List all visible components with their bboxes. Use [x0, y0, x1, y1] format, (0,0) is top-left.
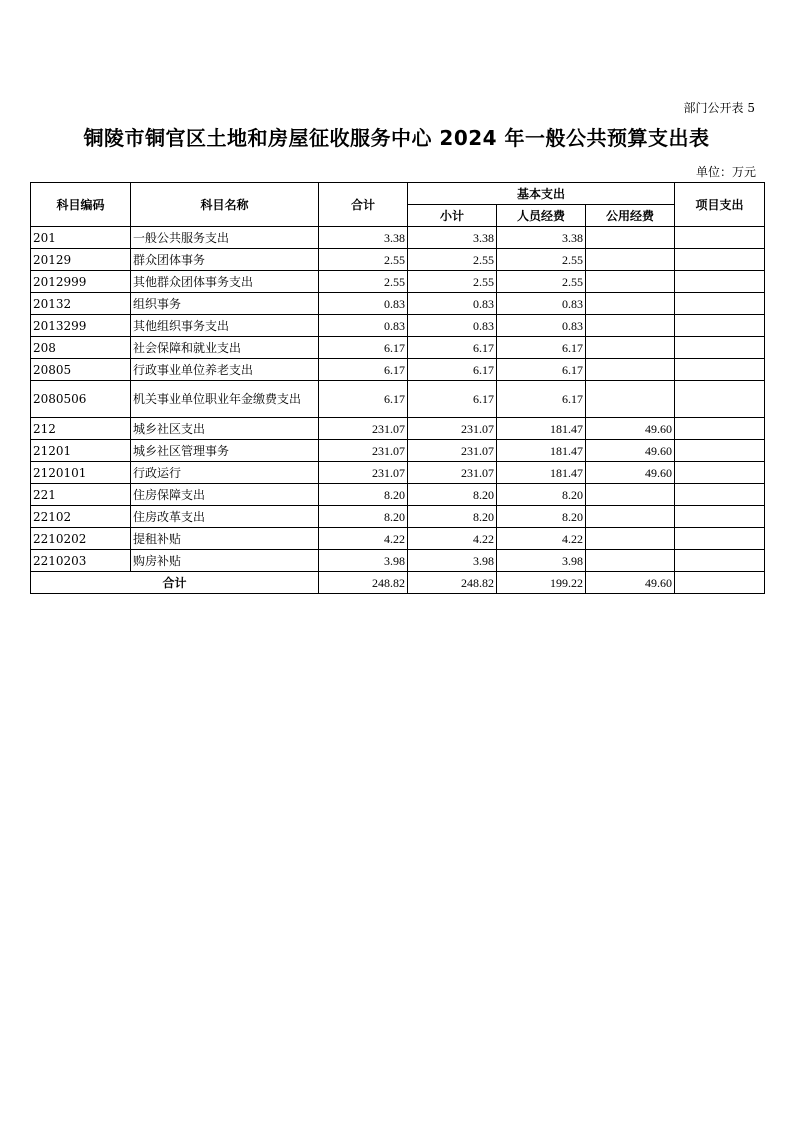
cell-name: 社会保障和就业支出	[131, 337, 319, 359]
cell-project	[675, 337, 765, 359]
cell-total: 6.17	[319, 337, 408, 359]
table-row	[31, 484, 765, 506]
cell-project	[675, 462, 765, 484]
cell-public	[586, 249, 675, 271]
cell-subtotal: 6.17	[408, 359, 497, 381]
cell-personnel: 6.17	[497, 381, 586, 418]
cell-personnel: 4.22	[497, 528, 586, 550]
cell-public	[586, 484, 675, 506]
header-code: 科目编码	[31, 183, 131, 227]
cell-total: 0.83	[319, 315, 408, 337]
cell-subtotal: 3.98	[408, 550, 497, 572]
table-row	[31, 359, 765, 381]
cell-project	[675, 293, 765, 315]
cell-project	[675, 506, 765, 528]
cell-public	[586, 506, 675, 528]
cell-subtotal: 2.55	[408, 249, 497, 271]
table-row	[31, 315, 765, 337]
cell-public	[586, 271, 675, 293]
cell-total: 0.83	[319, 293, 408, 315]
header-subtotal: 小计	[408, 205, 497, 227]
cell-subtotal: 6.17	[408, 337, 497, 359]
table-row	[31, 550, 765, 572]
cell-project	[675, 249, 765, 271]
table-row	[31, 271, 765, 293]
cell-project	[675, 315, 765, 337]
cell-project	[675, 440, 765, 462]
cell-subtotal: 3.38	[408, 227, 497, 249]
cell-code: 2210202	[31, 528, 131, 550]
cell-subtotal: 231.07	[408, 418, 497, 440]
cell-subtotal: 2.55	[408, 271, 497, 293]
table-row	[31, 227, 765, 249]
cell-code: 201	[31, 227, 131, 249]
total-label: 合计	[31, 572, 319, 594]
cell-name: 行政运行	[131, 462, 319, 484]
cell-public	[586, 359, 675, 381]
cell-code: 221	[31, 484, 131, 506]
header-total: 合计	[319, 183, 408, 227]
cell-name: 购房补贴	[131, 550, 319, 572]
cell-subtotal: 231.07	[408, 440, 497, 462]
cell-code: 21201	[31, 440, 131, 462]
cell-name: 住房改革支出	[131, 506, 319, 528]
header-basic: 基本支出	[408, 183, 675, 205]
cell-code: 2120101	[31, 462, 131, 484]
cell-total: 6.17	[319, 359, 408, 381]
cell-personnel: 2.55	[497, 271, 586, 293]
cell-public	[586, 528, 675, 550]
cell-name: 行政事业单位养老支出	[131, 359, 319, 381]
table-row	[31, 462, 765, 484]
document-label: 部门公开表 5	[683, 101, 755, 115]
table-body	[31, 227, 765, 594]
table-row	[31, 293, 765, 315]
cell-public	[586, 337, 675, 359]
total-total: 248.82	[319, 572, 408, 594]
cell-public	[586, 550, 675, 572]
cell-subtotal: 0.83	[408, 293, 497, 315]
table-row	[31, 506, 765, 528]
total-project	[675, 572, 765, 594]
table-row	[31, 440, 765, 462]
cell-personnel: 181.47	[497, 462, 586, 484]
cell-code: 20129	[31, 249, 131, 271]
table-row	[31, 337, 765, 359]
cell-personnel: 2.55	[497, 249, 586, 271]
cell-name: 城乡社区管理事务	[131, 440, 319, 462]
cell-personnel: 6.17	[497, 337, 586, 359]
cell-name: 组织事务	[131, 293, 319, 315]
unit-label: 单位：万元	[695, 165, 756, 179]
cell-personnel: 3.98	[497, 550, 586, 572]
cell-name: 群众团体事务	[131, 249, 319, 271]
cell-total: 231.07	[319, 440, 408, 462]
header-project: 项目支出	[675, 183, 765, 227]
cell-public: 49.60	[586, 440, 675, 462]
cell-personnel: 6.17	[497, 359, 586, 381]
cell-code: 2012999	[31, 271, 131, 293]
cell-subtotal: 0.83	[408, 315, 497, 337]
cell-code: 20805	[31, 359, 131, 381]
cell-name: 其他群众团体事务支出	[131, 271, 319, 293]
cell-total: 8.20	[319, 484, 408, 506]
cell-total: 231.07	[319, 462, 408, 484]
cell-name: 其他组织事务支出	[131, 315, 319, 337]
header-name: 科目名称	[131, 183, 319, 227]
cell-code: 2013299	[31, 315, 131, 337]
cell-public: 49.60	[586, 462, 675, 484]
cell-personnel: 8.20	[497, 506, 586, 528]
cell-total: 3.38	[319, 227, 408, 249]
cell-public	[586, 293, 675, 315]
cell-project	[675, 271, 765, 293]
cell-project	[675, 227, 765, 249]
cell-total: 8.20	[319, 506, 408, 528]
cell-project	[675, 550, 765, 572]
table-header	[31, 183, 765, 227]
cell-personnel: 0.83	[497, 315, 586, 337]
cell-personnel: 8.20	[497, 484, 586, 506]
cell-public	[586, 227, 675, 249]
cell-personnel: 3.38	[497, 227, 586, 249]
cell-subtotal: 6.17	[408, 381, 497, 418]
cell-public: 49.60	[586, 418, 675, 440]
cell-code: 20132	[31, 293, 131, 315]
cell-personnel: 181.47	[497, 418, 586, 440]
cell-total: 231.07	[319, 418, 408, 440]
cell-code: 208	[31, 337, 131, 359]
cell-project	[675, 484, 765, 506]
table-row	[31, 381, 765, 418]
cell-subtotal: 4.22	[408, 528, 497, 550]
cell-total: 4.22	[319, 528, 408, 550]
table-row	[31, 249, 765, 271]
total-subtotal: 248.82	[408, 572, 497, 594]
budget-table	[30, 182, 765, 594]
cell-project	[675, 381, 765, 418]
header-public: 公用经费	[586, 205, 675, 227]
cell-subtotal: 8.20	[408, 506, 497, 528]
cell-total: 2.55	[319, 271, 408, 293]
cell-project	[675, 528, 765, 550]
cell-project	[675, 359, 765, 381]
cell-total: 2.55	[319, 249, 408, 271]
cell-subtotal: 231.07	[408, 462, 497, 484]
cell-name: 机关事业单位职业年金缴费支出	[131, 381, 319, 418]
cell-personnel: 181.47	[497, 440, 586, 462]
header-personnel: 人员经费	[497, 205, 586, 227]
cell-total: 6.17	[319, 381, 408, 418]
cell-name: 一般公共服务支出	[131, 227, 319, 249]
cell-name: 城乡社区支出	[131, 418, 319, 440]
table-row	[31, 418, 765, 440]
total-row	[31, 572, 765, 594]
cell-code: 2210203	[31, 550, 131, 572]
cell-code: 2080506	[31, 381, 131, 418]
cell-project	[675, 418, 765, 440]
cell-public	[586, 315, 675, 337]
cell-name: 提租补贴	[131, 528, 319, 550]
total-personnel: 199.22	[497, 572, 586, 594]
cell-personnel: 0.83	[497, 293, 586, 315]
cell-public	[586, 381, 675, 418]
page-title: 铜陵市铜官区土地和房屋征收服务中心 2024 年一般公共预算支出表	[83, 126, 710, 150]
cell-subtotal: 8.20	[408, 484, 497, 506]
cell-total: 3.98	[319, 550, 408, 572]
cell-code: 212	[31, 418, 131, 440]
cell-code: 22102	[31, 506, 131, 528]
total-public: 49.60	[586, 572, 675, 594]
table-row	[31, 528, 765, 550]
cell-name: 住房保障支出	[131, 484, 319, 506]
